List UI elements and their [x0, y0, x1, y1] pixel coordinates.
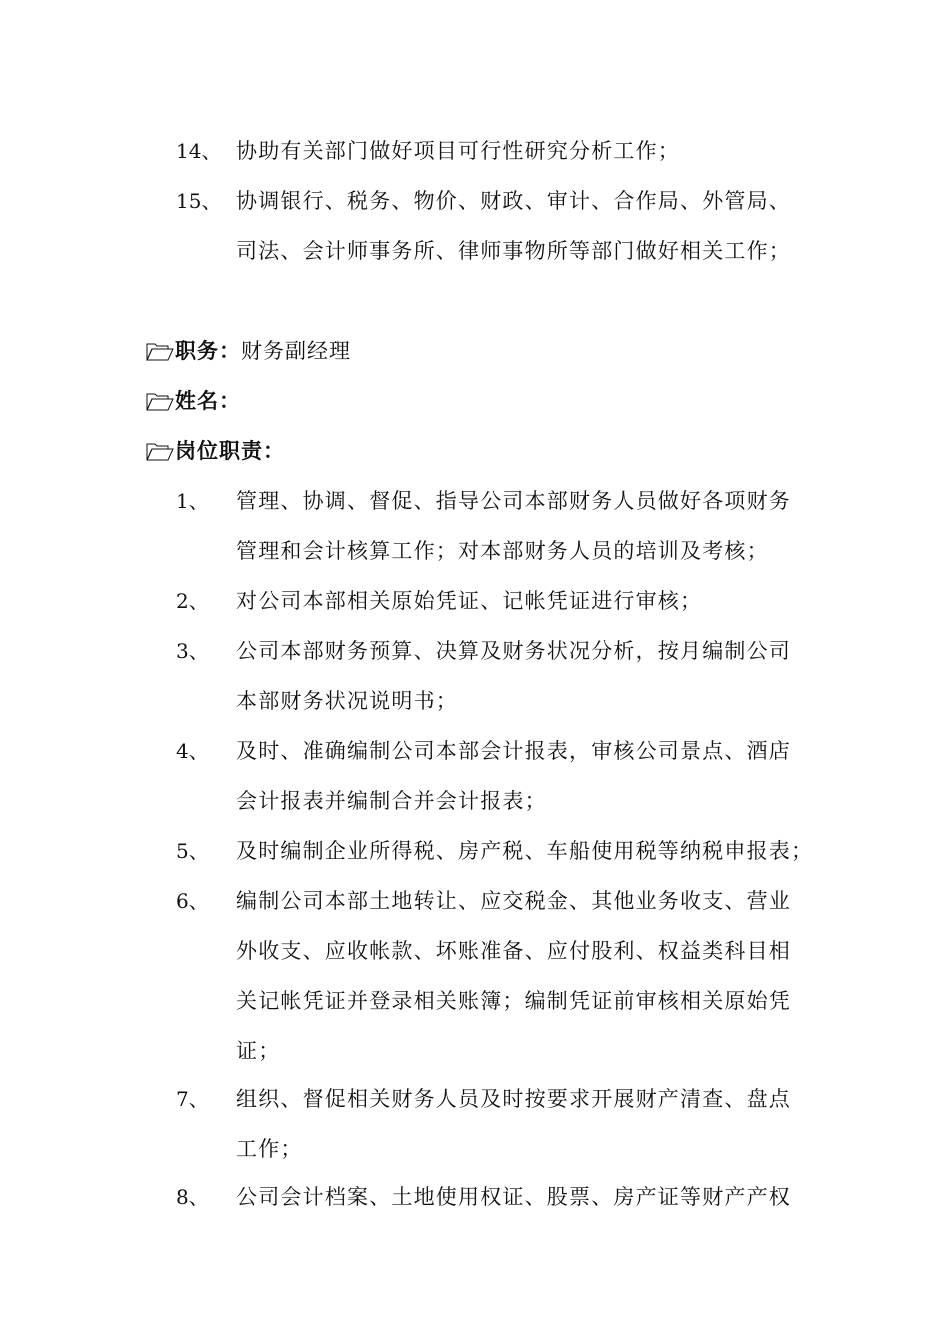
- duties-field: [146, 437, 285, 465]
- item-number: 2、: [176, 589, 209, 613]
- item-number: 6、: [176, 889, 209, 913]
- item-text-line: 工作；: [236, 1137, 303, 1161]
- item-text-line: 及时编制企业所得税、房产税、车船使用税等纳税申报表；: [236, 839, 814, 863]
- field-label: 姓名：: [175, 389, 241, 413]
- item-number: 8、: [176, 1185, 209, 1209]
- folder-icon: [146, 391, 174, 411]
- item-text-line: 及时、准确编制公司本部会计报表，审核公司景点、酒店: [236, 739, 791, 763]
- item-number: 15、: [176, 189, 222, 213]
- item-text-line: 管理、协调、督促、指导公司本部财务人员做好各项财务: [236, 489, 791, 513]
- item-number: 14、: [176, 139, 222, 163]
- name-field: [146, 387, 241, 415]
- item-text-line: 管理和会计核算工作；对本部财务人员的培训及考核；: [236, 539, 769, 563]
- position-field: [146, 337, 351, 365]
- item-text-line: 公司本部财务预算、决算及财务状况分析，按月编制公司: [236, 639, 791, 663]
- field-label: 岗位职责：: [175, 439, 285, 463]
- item-number: 3、: [176, 639, 209, 663]
- item-text-line: 编制公司本部土地转让、应交税金、其他业务收支、营业: [236, 889, 791, 913]
- field-value: 财务副经理: [241, 339, 351, 363]
- item-text-line: 协调银行、税务、物价、财政、审计、合作局、外管局、: [236, 189, 791, 213]
- item-text-line: 证；: [236, 1039, 281, 1063]
- item-number: 4、: [176, 739, 209, 763]
- item-text-line: 司法、会计师事务所、律师事物所等部门做好相关工作；: [236, 239, 791, 263]
- item-text-line: 组织、督促相关财务人员及时按要求开展财产清查、盘点: [236, 1087, 791, 1111]
- item-text-line: 公司会计档案、土地使用权证、股票、房产证等财产产权: [236, 1185, 791, 1209]
- folder-icon: [146, 341, 174, 361]
- item-number: 7、: [176, 1087, 209, 1111]
- item-text-line: 关记帐凭证并登录相关账簿；编制凭证前审核相关原始凭: [236, 989, 791, 1013]
- item-text-line: 本部财务状况说明书；: [236, 689, 458, 713]
- item-text-line: 协助有关部门做好项目可行性研究分析工作；: [236, 139, 680, 163]
- item-number: 1、: [176, 489, 209, 513]
- item-text-line: 外收支、应收帐款、坏账准备、应付股利、权益类科目相: [236, 939, 791, 963]
- item-text-line: 对公司本部相关原始凭证、记帐凭证进行审核；: [236, 589, 703, 613]
- item-text-line: 会计报表并编制合并会计报表；: [236, 789, 547, 813]
- item-number: 5、: [176, 839, 209, 863]
- field-label: 职务：: [175, 339, 241, 363]
- folder-icon: [146, 441, 174, 461]
